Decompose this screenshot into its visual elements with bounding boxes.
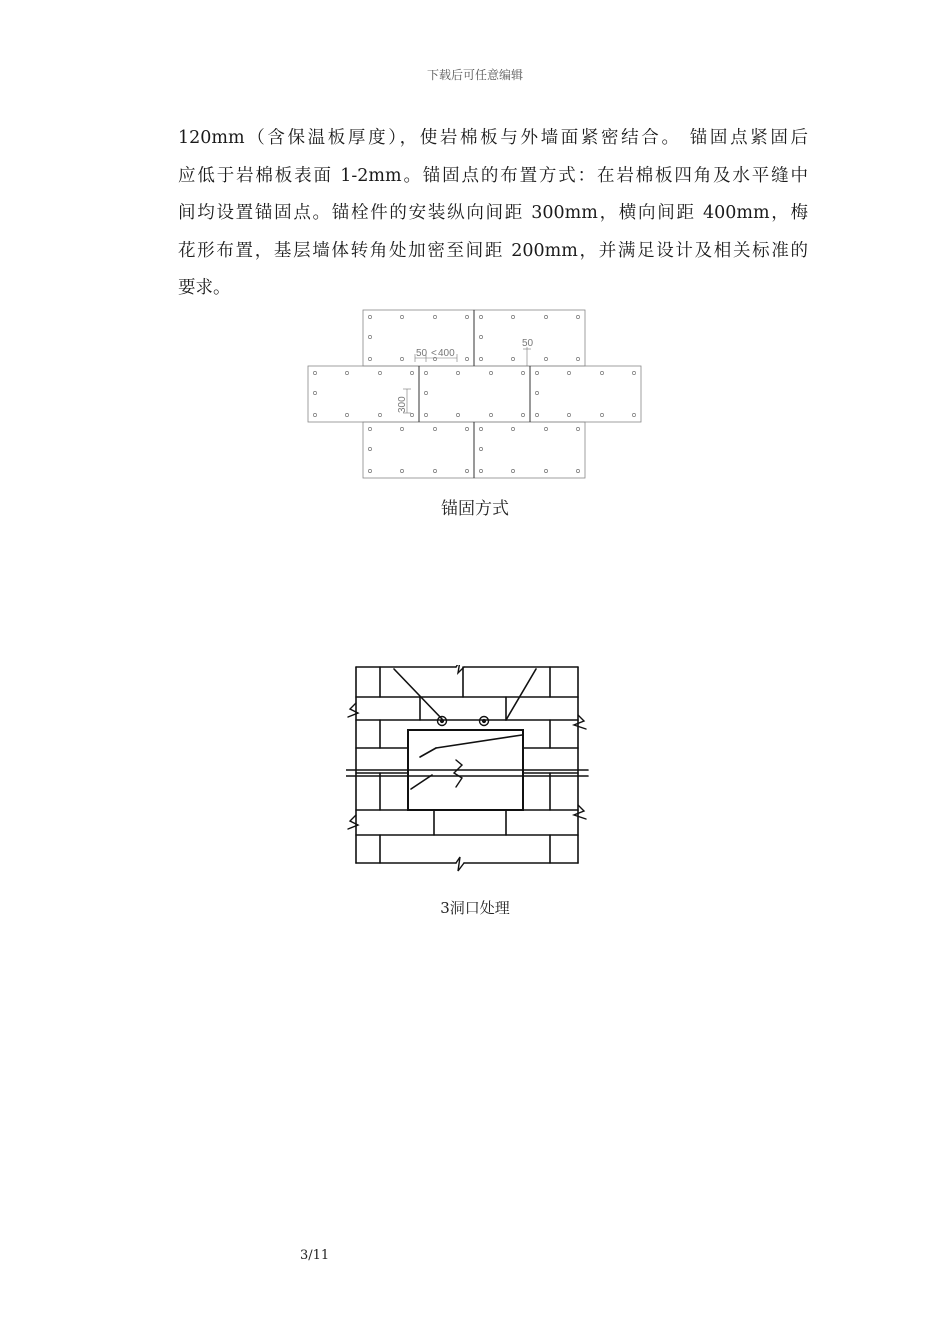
body-line-5: 要求。 bbox=[178, 278, 231, 298]
dim-label-300: 300 bbox=[397, 396, 408, 413]
figure2-caption: 3洞口处理 bbox=[440, 899, 510, 917]
figure1-caption: 锚固方式 bbox=[441, 499, 509, 519]
body-line-1: 120mm（含保温板厚度），使岩棉板与外墙面紧密结合。 锚固点紧固后 bbox=[178, 128, 808, 148]
body-line-3: 间均设置锚固点。锚栓件的安装纵向间距 300mm，横向间距 400mm，梅 bbox=[178, 203, 808, 223]
dim-label-50-b: 50 bbox=[522, 338, 534, 349]
dim-label-50-a: 50 bbox=[416, 348, 428, 359]
body-line-4: 花形布置，基层墙体转角处加密至间距 200mm，并满足设计及相关标准的 bbox=[178, 240, 808, 261]
page-number: 3/11 bbox=[300, 1248, 330, 1263]
dim-label-400: 400 bbox=[438, 348, 455, 359]
anchor-layout-diagram bbox=[307, 309, 643, 481]
opening-treatment-diagram bbox=[346, 665, 592, 875]
body-line-2: 应低于岩棉板表面 1-2mm。锚固点的布置方式：在岩棉板四角及水平缝中 bbox=[178, 165, 808, 186]
dim-sep: < bbox=[431, 348, 437, 359]
body-paragraph bbox=[178, 120, 808, 308]
page-header: 下载后可任意编辑 bbox=[426, 68, 523, 82]
